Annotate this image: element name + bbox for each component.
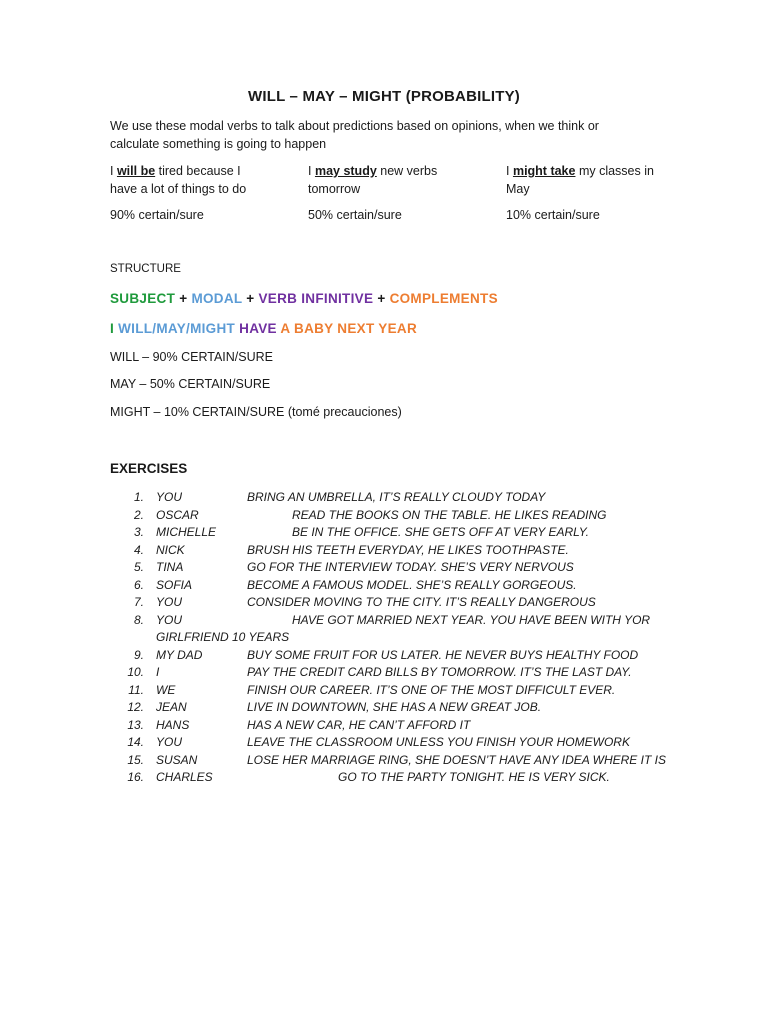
exercise-sentence: LOSE HER MARRIAGE RING, SHE DOESN’T HAVE ANY IDEA WHERE IT IS	[247, 752, 666, 767]
percent-may: 50% certain/sure	[308, 208, 402, 222]
exercise-number: 3.	[133, 525, 144, 539]
exercise-sentence: HAVE GOT MARRIED NEXT YEAR. YOU HAVE BEEN WITH YOR	[292, 612, 651, 627]
exercise-number: 8.	[133, 612, 144, 627]
exercise-item	[110, 577, 670, 595]
exercise-number: 5.	[133, 560, 144, 574]
percent-might: 10% certain/sure	[506, 208, 600, 222]
exercise-list	[110, 489, 670, 787]
example-formula-modal: WILL/MAY/MIGHT	[118, 321, 236, 336]
exercise-subject: YOU	[156, 735, 183, 749]
exercise-item	[110, 717, 670, 735]
example-will: I will be tired because I have a lot of things to do	[110, 164, 247, 196]
exercise-number: 6.	[133, 577, 144, 592]
exercise-item	[110, 524, 670, 542]
exercise-sentence: LIVE IN DOWNTOWN, SHE HAS A NEW GREAT JOB.	[247, 700, 542, 714]
exercise-number: 11.	[128, 682, 144, 697]
exercise-sentence: BE IN THE OFFICE. SHE GETS OFF AT VERY EARLY.	[292, 525, 589, 539]
exercise-sentence-continued: GIRLFRIEND 10 YEARS	[156, 630, 290, 644]
exercises-heading: EXERCISES	[110, 461, 188, 476]
exercise-subject: YOU	[156, 612, 183, 627]
exercise-number: 14.	[127, 735, 144, 749]
exercise-number: 1.	[133, 490, 144, 504]
exercise-sentence: BRING AN UMBRELLA, IT’S REALLY CLOUDY TODAY	[247, 490, 546, 504]
exercise-subject: HANS	[156, 717, 190, 732]
exercise-item	[110, 734, 670, 752]
exercise-item	[110, 647, 670, 665]
exercise-item	[110, 699, 670, 717]
exercise-subject: SUSAN	[156, 752, 198, 767]
exercise-number: 9.	[133, 647, 144, 662]
exercise-sentence: LEAVE THE CLASSROOM UNLESS YOU FINISH YOUR HOMEWORK	[247, 735, 630, 749]
exercise-item	[110, 769, 670, 787]
exercise-subject: YOU	[156, 595, 183, 609]
formula-complements: COMPLEMENTS	[389, 291, 498, 306]
exercise-item	[110, 542, 670, 560]
exercise-item	[110, 752, 670, 770]
exercise-item	[110, 612, 670, 647]
exercise-sentence: BUY SOME FRUIT FOR US LATER. HE NEVER BUYS HEALTHY FOOD	[247, 647, 639, 662]
example-formula	[110, 321, 417, 336]
exercise-subject: CHARLES	[156, 770, 213, 784]
exercise-number: 7.	[133, 595, 144, 609]
certainty-will: WILL – 90% CERTAIN/SURE	[110, 350, 274, 364]
exercise-number: 13.	[127, 717, 144, 732]
intro-paragraph: We use these modal verbs to talk about predictions based on opinions, when we think or calculate something is going to happen	[110, 119, 599, 151]
exercise-subject: OSCAR	[156, 507, 199, 522]
exercise-number: 10.	[127, 665, 144, 679]
exercise-item	[110, 682, 670, 700]
exercise-subject: MICHELLE	[156, 525, 217, 539]
exercise-sentence: PAY THE CREDIT CARD BILLS BY TOMORROW. IT’S THE LAST DAY.	[247, 665, 632, 679]
exercise-sentence: HAS A NEW CAR, HE CAN’T AFFORD IT	[247, 717, 471, 732]
percent-will: 90% certain/sure	[110, 208, 204, 222]
formula-plus: +	[179, 291, 188, 306]
exercise-sentence: BECOME A FAMOUS MODEL. SHE’S REALLY GORGEOUS.	[247, 577, 577, 592]
formula-subject: SUBJECT	[110, 291, 176, 306]
certainty-might: MIGHT – 10% CERTAIN/SURE (tomé precauciones)	[110, 405, 402, 419]
example-formula-verb: HAVE	[239, 321, 277, 336]
example-formula-subject: I	[110, 321, 115, 336]
exercise-sentence: CONSIDER MOVING TO THE CITY. IT’S REALLY DANGEROUS	[247, 595, 596, 609]
exercise-subject: JEAN	[156, 700, 187, 714]
exercise-item	[110, 489, 670, 507]
exercise-number: 12.	[127, 700, 144, 714]
example-might: I might take my classes in May	[506, 164, 654, 196]
formula-plus: +	[377, 291, 386, 306]
exercise-sentence: GO FOR THE INTERVIEW TODAY. SHE’S VERY NERVOUS	[247, 560, 574, 574]
exercise-item	[110, 594, 670, 612]
structure-label: STRUCTURE	[110, 263, 181, 275]
structure-formula	[110, 291, 498, 306]
exercise-subject: YOU	[156, 490, 183, 504]
formula-modal: MODAL	[191, 291, 243, 306]
page-title: WILL – MAY – MIGHT (PROBABILITY)	[248, 88, 520, 105]
formula-plus: +	[246, 291, 255, 306]
example-modal-may: may study	[314, 164, 377, 178]
exercise-sentence: READ THE BOOKS ON THE TABLE. HE LIKES READING	[292, 507, 607, 522]
exercise-subject: WE	[156, 682, 176, 697]
exercise-subject: NICK	[156, 542, 185, 557]
exercise-item	[110, 664, 670, 682]
exercise-sentence: FINISH OUR CAREER. IT’S ONE OF THE MOST DIFFICULT EVER.	[247, 682, 616, 697]
exercise-sentence: GO TO THE PARTY TONIGHT. HE IS VERY SICK.	[338, 770, 610, 784]
exercise-item	[110, 507, 670, 525]
example-formula-complements: A BABY NEXT YEAR	[280, 321, 417, 336]
example-may: I may study new verbs tomorrow	[308, 164, 438, 196]
exercise-subject: SOFIA	[156, 577, 193, 592]
example-modal-will: will be	[116, 164, 156, 178]
exercise-subject: I	[156, 665, 160, 679]
exercise-number: 15.	[127, 752, 144, 767]
formula-verb: VERB INFINITIVE	[258, 291, 374, 306]
exercise-sentence: BRUSH HIS TEETH EVERYDAY, HE LIKES TOOTHPASTE.	[247, 542, 569, 557]
exercise-number: 4.	[133, 542, 144, 557]
example-modal-might: might take	[512, 164, 576, 178]
exercise-number: 16.	[127, 770, 144, 784]
exercise-subject: MY DAD	[156, 647, 203, 662]
certainty-may: MAY – 50% CERTAIN/SURE	[110, 377, 271, 391]
exercise-number: 2.	[133, 507, 144, 522]
exercise-item	[110, 559, 670, 577]
exercise-subject: TINA	[156, 560, 184, 574]
